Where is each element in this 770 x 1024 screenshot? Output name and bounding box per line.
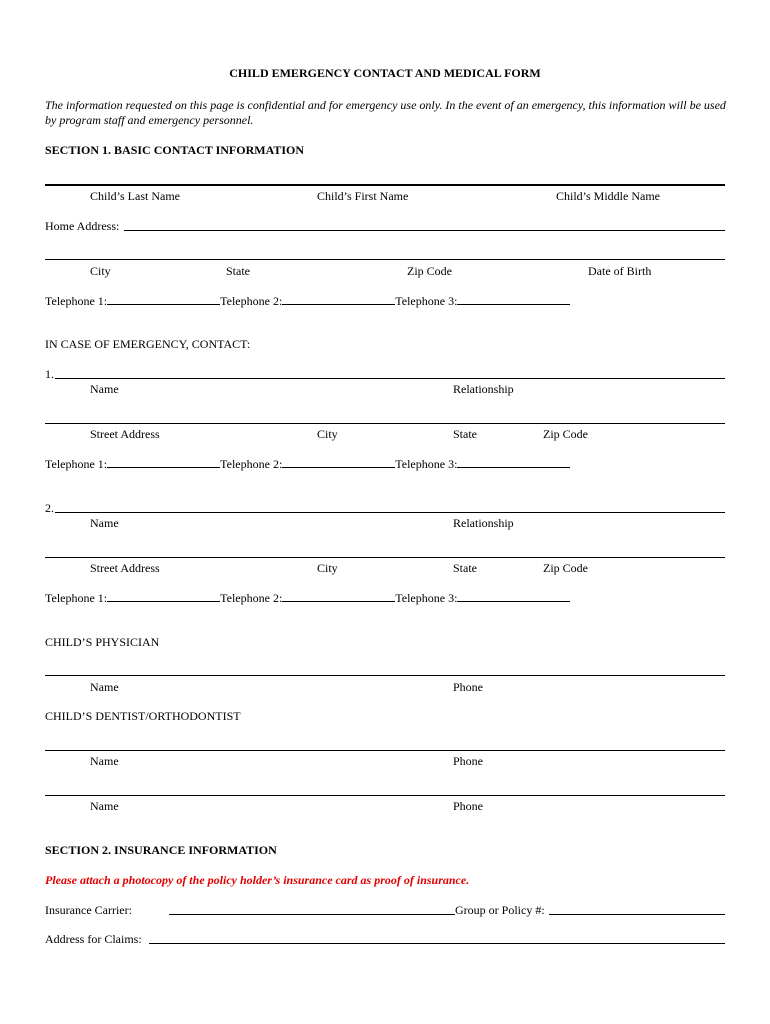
- intro-text: The information requested on this page is confidential and for emergency use only. In the event of an emergency, this information will be used by program staff and emergency personnel.: [45, 98, 726, 127]
- contact-2-number: 2.: [45, 501, 54, 515]
- telephone-2-field[interactable]: [282, 293, 395, 305]
- child-name-line[interactable]: [45, 184, 725, 186]
- section1-heading: SECTION 1. BASIC CONTACT INFORMATION: [45, 143, 305, 157]
- contact-2-name-line[interactable]: [55, 512, 725, 513]
- contact-1-number: 1.: [45, 367, 54, 381]
- dentist-2-line[interactable]: [45, 795, 725, 796]
- contact-1-relationship-label: Relationship: [453, 382, 514, 396]
- telephone-3-label: Telephone 3:: [395, 294, 458, 308]
- telephone-3-label: Telephone 3:: [395, 591, 458, 605]
- contact-1-name-label: Name: [90, 382, 119, 396]
- telephone-3-field[interactable]: [457, 590, 570, 602]
- physician-heading: CHILD’S PHYSICIAN: [45, 635, 160, 649]
- child-last-name-label: Child’s Last Name: [90, 189, 180, 203]
- contact-1-name-line[interactable]: [55, 378, 725, 379]
- physician-phone-label: Phone: [453, 680, 483, 694]
- section2-heading: SECTION 2. INSURANCE INFORMATION: [45, 843, 277, 857]
- contact-1-phone-row: [45, 456, 570, 471]
- home-address-line[interactable]: [124, 230, 725, 231]
- claims-address-label: Address for Claims:: [45, 932, 142, 946]
- contact-1-city-label: City: [317, 427, 338, 441]
- telephone-1-field[interactable]: [107, 456, 220, 468]
- contact-2-street-label: Street Address: [90, 561, 160, 575]
- contact-2-address-line[interactable]: [45, 557, 725, 558]
- phone-row: [45, 293, 570, 308]
- physician-name-label: Name: [90, 680, 119, 694]
- city-state-line[interactable]: [45, 259, 725, 260]
- insurance-carrier-label: Insurance Carrier:: [45, 903, 132, 917]
- telephone-2-label: Telephone 2:: [220, 591, 283, 605]
- contact-2-phone-row: [45, 590, 570, 605]
- contact-2-name-label: Name: [90, 516, 119, 530]
- city-label: City: [90, 264, 111, 278]
- dentist-1-line[interactable]: [45, 750, 725, 751]
- telephone-2-field[interactable]: [282, 590, 395, 602]
- emergency-heading: IN CASE OF EMERGENCY, CONTACT:: [45, 337, 251, 351]
- contact-2-state-label: State: [453, 561, 477, 575]
- telephone-3-field[interactable]: [457, 456, 570, 468]
- telephone-1-field[interactable]: [107, 293, 220, 305]
- insurance-notice: Please attach a photocopy of the policy holder’s insurance card as proof of insurance.: [45, 873, 470, 887]
- telephone-2-field[interactable]: [282, 456, 395, 468]
- dentist-1-phone-label: Phone: [453, 754, 483, 768]
- contact-1-zip-label: Zip Code: [543, 427, 588, 441]
- policy-number-field[interactable]: [549, 914, 725, 915]
- insurance-carrier-field[interactable]: [169, 914, 455, 915]
- claims-address-field[interactable]: [149, 943, 725, 944]
- telephone-1-label: Telephone 1:: [45, 294, 108, 308]
- dob-label: Date of Birth: [588, 264, 652, 278]
- telephone-3-field[interactable]: [457, 293, 570, 305]
- dentist-1-name-label: Name: [90, 754, 119, 768]
- child-middle-name-label: Child’s Middle Name: [556, 189, 660, 203]
- contact-1-address-line[interactable]: [45, 423, 725, 424]
- telephone-2-label: Telephone 2:: [220, 294, 283, 308]
- dentist-2-phone-label: Phone: [453, 799, 483, 813]
- telephone-3-label: Telephone 3:: [395, 457, 458, 471]
- zip-label: Zip Code: [407, 264, 452, 278]
- contact-1-state-label: State: [453, 427, 477, 441]
- telephone-1-label: Telephone 1:: [45, 591, 108, 605]
- dentist-heading: CHILD’S DENTIST/ORTHODONTIST: [45, 709, 241, 723]
- state-label: State: [226, 264, 250, 278]
- form-title: CHILD EMERGENCY CONTACT AND MEDICAL FORM: [229, 66, 541, 80]
- contact-2-city-label: City: [317, 561, 338, 575]
- contact-2-relationship-label: Relationship: [453, 516, 514, 530]
- contact-1-street-label: Street Address: [90, 427, 160, 441]
- child-first-name-label: Child’s First Name: [317, 189, 409, 203]
- telephone-2-label: Telephone 2:: [220, 457, 283, 471]
- dentist-2-name-label: Name: [90, 799, 119, 813]
- telephone-1-label: Telephone 1:: [45, 457, 108, 471]
- policy-number-label: Group or Policy #:: [455, 903, 545, 917]
- telephone-1-field[interactable]: [107, 590, 220, 602]
- contact-2-zip-label: Zip Code: [543, 561, 588, 575]
- home-address-label: Home Address:: [45, 219, 120, 233]
- physician-line[interactable]: [45, 675, 725, 676]
